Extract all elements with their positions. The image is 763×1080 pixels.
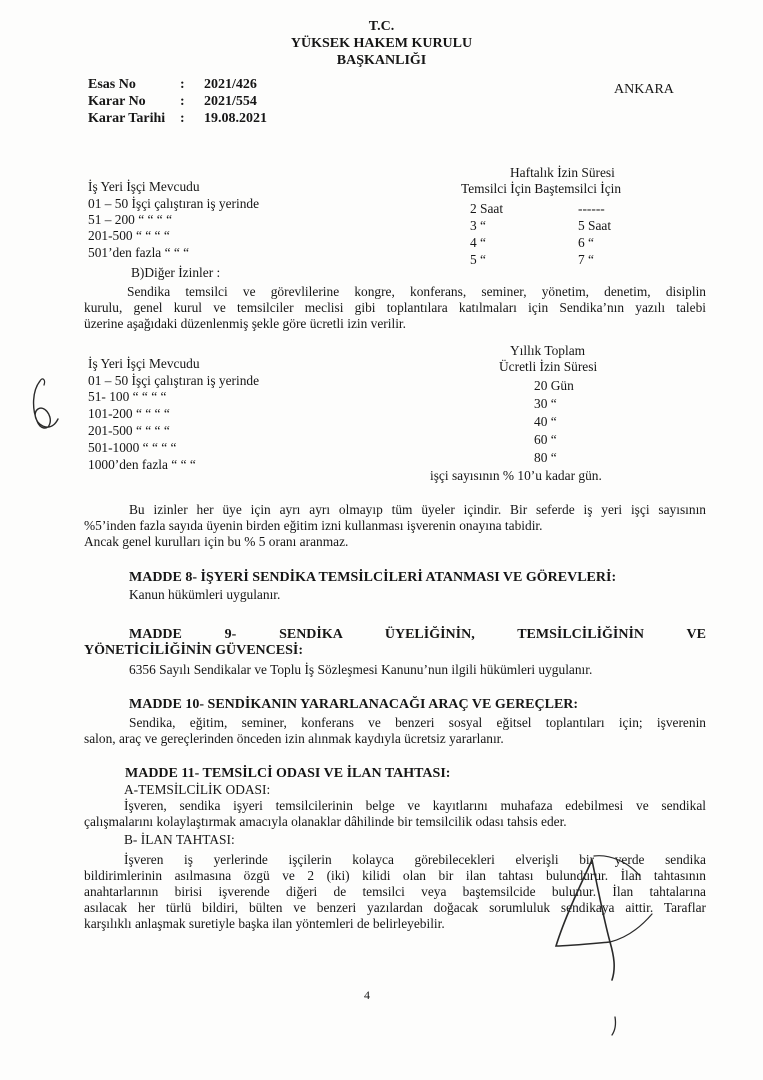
paragraph-line: salon, araç ve gereçlerinden önceden izin alınmak kaydıyla ücretsiz yararlanır. bbox=[84, 731, 504, 746]
weekly-header-1: Haftalık İzin Süresi bbox=[510, 165, 615, 180]
madde-11-sub-b: B- İLAN TAHTASI: bbox=[124, 832, 235, 847]
paragraph-line: %5’inden fazla sayıda üyenin birden eğitim izni kullanması işverenin onayına tabidir. bbox=[84, 518, 543, 533]
meta-colon: : bbox=[180, 77, 185, 92]
paragraph-line: asılacak her türlü bildiri, bülten ve benzeri yazılardan doğacak sorumluluk sendikaya aittir. Taraflar bbox=[84, 900, 706, 915]
paragraph-line: Bu izinler her üye için ayrı ayrı olmayıp tüm üyeler içindir. Bir seferde iş yeri işçi sayısının bbox=[129, 502, 706, 517]
meta-karar-value: 2021/554 bbox=[204, 94, 257, 109]
meta-tarih bbox=[88, 111, 267, 127]
header-presidency: BAŞKANLIĞI bbox=[336, 53, 427, 68]
annual-row-right: 30 “ bbox=[534, 396, 557, 411]
paragraph-line: Sendika temsilci ve görevlilerine kongre, konferans, seminer, yönetim, denetim, disiplin bbox=[127, 284, 706, 299]
madde-11-a-text bbox=[84, 798, 706, 830]
annual-row-left: 01 – 50 İşçi çalıştıran iş yerinde bbox=[88, 373, 260, 388]
meta-esas-value: 2021/426 bbox=[204, 77, 257, 92]
paragraph-line: üzerine aşağıdaki düzenlenmiş şekle göre ücretli izin verilir. bbox=[84, 316, 406, 331]
paragraph-line: anahtarlarının birisi işverende diğeri de temsilci veya baştemsilcide bulunur. İlan tahtalarına bbox=[84, 884, 706, 899]
header-institution: YÜKSEK HAKEM KURULU bbox=[290, 36, 473, 51]
weekly-row-head: 7 “ bbox=[578, 252, 594, 267]
paragraph-line: kurulu, genel kurul ve temsilciler meclisi gibi toplantılara katılmaları için Sendika’nın yazılı talebi bbox=[84, 300, 706, 315]
meta-karar bbox=[88, 94, 257, 110]
weekly-row-rep: 5 “ bbox=[470, 252, 486, 267]
madde-10-text bbox=[84, 715, 706, 747]
weekly-row-rep: 3 “ bbox=[470, 218, 486, 233]
weekly-row-rep: 2 Saat bbox=[470, 201, 504, 216]
meta-esas-label: Esas No bbox=[88, 77, 136, 92]
meta-tarih-value: 19.08.2021 bbox=[204, 111, 267, 126]
annual-header-1: Yıllık Toplam bbox=[510, 343, 586, 358]
madde-9-text: 6356 Sayılı Sendikalar ve Toplu İş Sözleşmesi Kanunu’nun ilgili hükümleri uygulanır. bbox=[129, 662, 593, 677]
meta-tarih-label: Karar Tarihi bbox=[88, 111, 166, 126]
handwritten-initial-mark bbox=[28, 375, 62, 435]
page-number: 4 bbox=[364, 988, 370, 1002]
handwritten-tick-mark bbox=[606, 1015, 622, 1037]
madde-8-title: MADDE 8- İŞYERİ SENDİKA TEMSİLCİLERİ ATANMASI VE GÖREVLERİ: bbox=[129, 570, 617, 585]
paragraph-line: bildirimlerinin asılmasına özgü ve 2 (iki) kilidi olan bir ilan tahtası bulundurur. İlan tahtasının bbox=[84, 868, 706, 883]
weekly-row-head: 6 “ bbox=[578, 235, 594, 250]
meta-karar-label: Karar No bbox=[88, 94, 146, 109]
weekly-left-header: İş Yeri İşçi Mevcudu bbox=[88, 179, 200, 194]
paragraph-line: çalışmalarını kolaylaştırmak amacıyla olanaklar dâhilinde bir temsilcilik odası tahsis eder. bbox=[84, 814, 567, 829]
paragraph-line: Sendika, eğitim, seminer, konferans ve benzeri sosyal eğitsel toplantıları için; işverenin bbox=[129, 715, 706, 730]
madde-11-title: MADDE 11- TEMSİLCİ ODASI VE İLAN TAHTASI: bbox=[125, 766, 451, 781]
header-tc: T.C. bbox=[368, 19, 395, 34]
annual-row-right: 40 “ bbox=[534, 414, 557, 429]
other-permits-title: B)Diğer İzinler : bbox=[131, 265, 221, 280]
permit-notes bbox=[84, 502, 706, 550]
madde-9-title-line: MADDE 9- SENDİKA ÜYELİĞİNİN, TEMSİLCİLİĞİNİN VE bbox=[129, 627, 706, 642]
annual-header-2: Ücretli İzin Süresi bbox=[499, 359, 598, 374]
annual-row-left: 201-500 “ “ “ “ bbox=[88, 423, 170, 438]
weekly-row-left: 501’den fazla “ “ “ bbox=[88, 245, 190, 260]
annual-row-right: 20 Gün bbox=[534, 378, 574, 393]
paragraph-line: İşveren, sendika işyeri temsilcilerinin belge ve kayıtlarını muhafaza edebilmesi ve sendikal bbox=[124, 798, 706, 813]
weekly-row-left: 201-500 “ “ “ “ bbox=[88, 228, 170, 243]
annual-row-right: 60 “ bbox=[534, 432, 557, 447]
weekly-row-head: 5 Saat bbox=[578, 218, 612, 233]
madde-11-sub-a: A-TEMSİLCİLİK ODASI: bbox=[124, 782, 271, 797]
annual-row-left: 501-1000 “ “ “ “ bbox=[88, 440, 177, 455]
annual-row-right: 80 “ bbox=[534, 450, 557, 465]
meta-esas bbox=[88, 77, 257, 93]
madde-9-title-line: YÖNETİCİLİĞİNİN GÜVENCESİ: bbox=[84, 643, 303, 658]
other-permits-paragraph bbox=[84, 284, 706, 332]
paragraph-line: İşveren iş yerlerinde işçilerin kolayca görebilecekleri elverişli bir yerde sendika bbox=[124, 852, 706, 867]
paragraph-line: karşılıklı anlaşmak suretiyle başka ilan yöntemleri de belirleyebilir. bbox=[84, 916, 445, 931]
madde-10-title: MADDE 10- SENDİKANIN YARARLANACAĞI ARAÇ VE GEREÇLER: bbox=[129, 697, 579, 712]
header-city: ANKARA bbox=[614, 82, 674, 97]
annual-row-left: 1000’den fazla “ “ “ bbox=[88, 457, 196, 472]
annual-left-header: İş Yeri İşçi Mevcudu bbox=[88, 356, 200, 371]
weekly-header-2: Temsilci İçin Baştemsilci İçin bbox=[461, 181, 622, 196]
weekly-row-left: 51 – 200 “ “ “ “ bbox=[88, 212, 173, 227]
annual-row-right: işçi sayısının % 10’u kadar gün. bbox=[430, 468, 602, 483]
madde-11-b-text bbox=[84, 852, 706, 932]
weekly-row-rep: 4 “ bbox=[470, 235, 486, 250]
annual-row-left: 51- 100 “ “ “ “ bbox=[88, 389, 167, 404]
meta-colon: : bbox=[180, 111, 185, 126]
weekly-row-head: ------ bbox=[578, 201, 605, 216]
meta-colon: : bbox=[180, 94, 185, 109]
madde-8-text: Kanun hükümleri uygulanır. bbox=[129, 587, 281, 602]
paragraph-line: Ancak genel kurulları için bu % 5 oranı aranmaz. bbox=[84, 534, 349, 549]
weekly-row-left: 01 – 50 İşçi çalıştıran iş yerinde bbox=[88, 196, 260, 211]
annual-row-left: 101-200 “ “ “ “ bbox=[88, 406, 170, 421]
madde-9-title bbox=[84, 627, 706, 659]
